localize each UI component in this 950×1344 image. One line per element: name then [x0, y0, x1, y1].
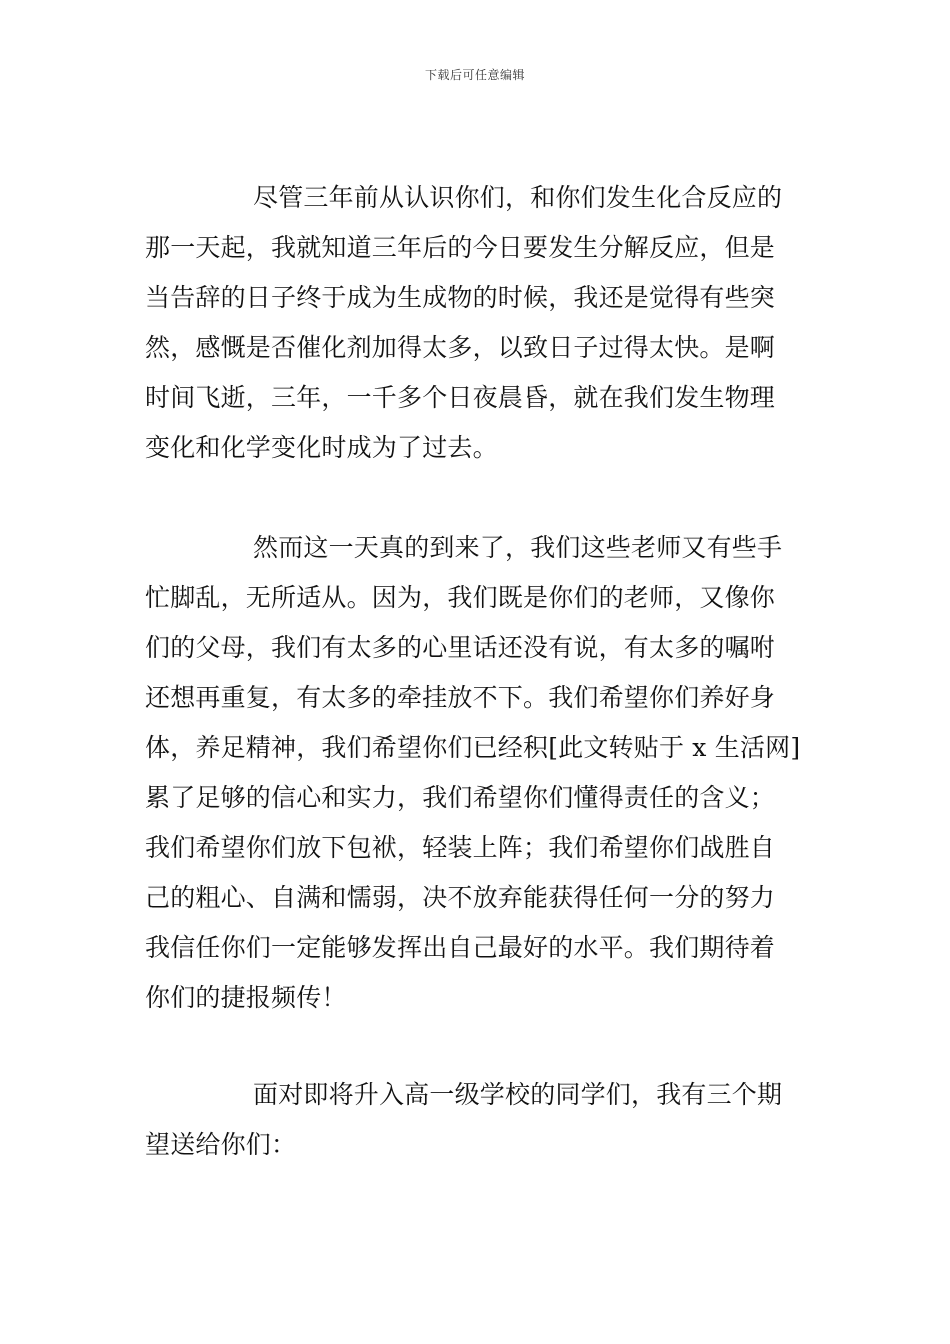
paragraph-line: 尽管三年前从认识你们，和你们发生化合反应的 — [253, 183, 783, 212]
paragraph-line: 那一天起，我就知道三年后的今日要发生分解反应，但是 — [145, 233, 776, 262]
paragraph-line: 们的父母，我们有太多的心里话还没有说，有太多的嘱咐 — [145, 633, 776, 662]
paragraph-line: 还想再重复，有太多的牵挂放不下。我们希望你们养好身 — [145, 683, 776, 712]
paragraph-line: 时间飞逝，三年，一千多个日夜晨昏，就在我们发生物理 — [145, 383, 776, 412]
paragraph-line: 我信任你们一定能够发挥出自己最好的水平。我们期待着 — [145, 933, 776, 962]
paragraph-line: 变化和化学变化时成为了过去。 — [145, 433, 498, 462]
paragraph-line: 当告辞的日子终于成为生成物的时候，我还是觉得有些突 — [145, 283, 776, 312]
paragraph-line: 己的粗心、自满和懦弱，决不放弃能获得任何一分的努力 — [145, 883, 776, 912]
paragraph-line: 我们希望你们放下包袱，轻装上阵；我们希望你们战胜自 — [145, 833, 776, 862]
page-header-note: 下载后可任意编辑 — [424, 68, 525, 82]
paragraph-1 — [145, 173, 807, 473]
paragraph-line: 面对即将升入高一级学校的同学们，我有三个期 — [253, 1080, 783, 1109]
paragraph-2 — [145, 523, 807, 1023]
paragraph-line: 然，感慨是否催化剂加得太多，以致日子过得太快。是啊 — [145, 333, 776, 362]
paragraph-line: 忙脚乱，无所适从。因为，我们既是你们的老师，又像你 — [145, 583, 776, 612]
paragraph-line: 然而这一天真的到来了，我们这些老师又有些手 — [253, 533, 783, 562]
paragraph-line: 望送给你们： — [145, 1130, 297, 1159]
paragraph-line: 体，养足精神，我们希望你们已经积[此文转贴于 x 生活网] — [145, 733, 801, 762]
paragraph-line: 你们的捷报频传！ — [145, 983, 347, 1012]
paragraph-3 — [145, 1070, 807, 1170]
paragraph-line: 累了足够的信心和实力，我们希望你们懂得责任的含义； — [145, 783, 776, 812]
